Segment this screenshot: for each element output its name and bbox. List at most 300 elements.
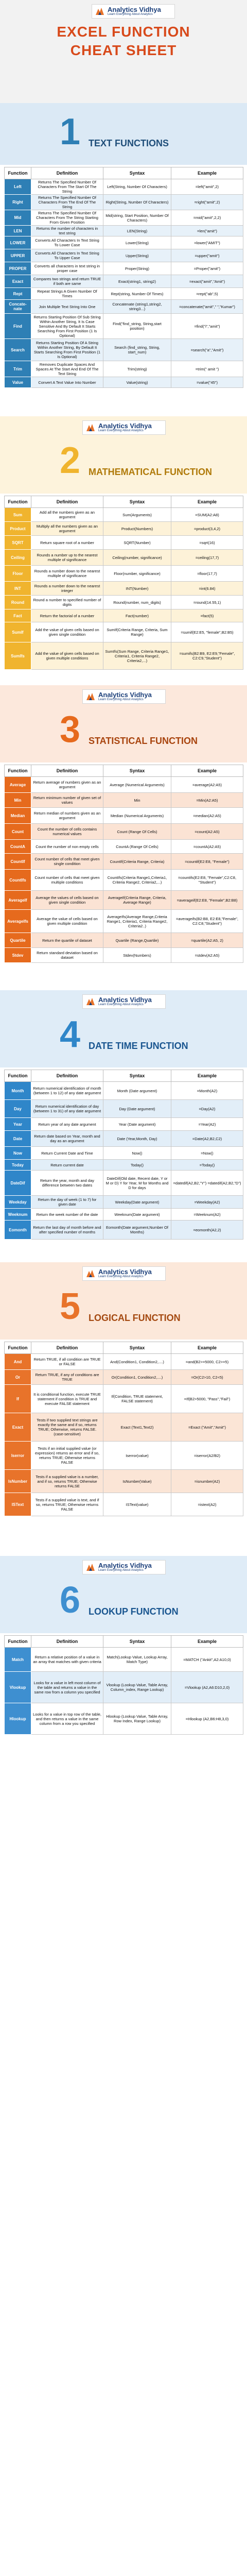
function-name-cell: Today [5, 1160, 31, 1171]
table-row [5, 1221, 243, 1240]
analytics-vidhya-logo-icon [86, 1563, 95, 1572]
example-cell: =average(A2:A5) [171, 777, 243, 793]
definition-cell: Return square root of a number [31, 536, 103, 550]
table-header-row [5, 167, 243, 179]
section-header [0, 990, 247, 1067]
example-cell: =exact("amit","Amit") [171, 275, 243, 288]
definition-cell: Returns the number of characters in text string [31, 226, 103, 236]
page-header [0, 0, 247, 103]
column-header-syntax: Syntax [103, 1070, 171, 1082]
syntax-cell: ISText(value) [103, 1493, 171, 1516]
example-cell: =SUM(A2:A8) [171, 508, 243, 522]
syntax-cell: Average (Numerical Arguments) [103, 777, 171, 793]
syntax-cell: Proper(String) [103, 262, 171, 275]
page-title-line2: CHEAT SHEET [70, 42, 177, 58]
section-header [0, 103, 247, 165]
table-row [5, 870, 243, 891]
function-name-cell: Quartile [5, 933, 31, 948]
function-name-cell: Now [5, 1147, 31, 1160]
section-title: DATE TIME FUNCTION [89, 1041, 188, 1051]
function-name-cell: Median [5, 808, 31, 824]
table-row [5, 1209, 243, 1221]
function-name-cell: PROPER [5, 262, 31, 275]
syntax-cell: DateDif(Old date, Recent date, Y or M or D) Y for Year, M for Months and D for days [103, 1171, 171, 1196]
logo-tagline: Learn Everything About Analytics [98, 1275, 144, 1278]
table-row [5, 1171, 243, 1196]
table-row [5, 824, 243, 840]
example-cell: =eomonth(A2,2) [171, 1221, 243, 1240]
example-cell: =datedif(A2,B2,"Y") =datedif(A2,B2,"D") [171, 1171, 243, 1196]
example-cell: =isnumber(A2) [171, 1470, 243, 1493]
definition-cell: Add the value of given cells based on given multiple conditions [31, 642, 103, 670]
table-row [5, 1413, 243, 1442]
definition-cell: Tests if a supplied value is a number, and if so, returns TRUE; Otherwise returns FALSE [31, 1470, 103, 1493]
function-name-cell: Vlookup [5, 1672, 31, 1703]
syntax-cell: Median (Numerical Arguments) [103, 808, 171, 824]
syntax-cell: Upper(String) [103, 249, 171, 262]
definition-cell: Return median of numbers given as an argument [31, 808, 103, 824]
function-name-cell: IsNumber [5, 1470, 31, 1493]
column-header-definition: Definition [31, 496, 103, 508]
definition-cell: Return the last day of month before and after specified number of months [31, 1221, 103, 1240]
table-row [5, 566, 243, 582]
section-number: 6 [59, 1580, 81, 1621]
table-row [5, 288, 243, 300]
table-row [5, 777, 243, 793]
function-name-cell: Find [5, 314, 31, 339]
function-name-cell: Rept [5, 288, 31, 300]
table-row [5, 596, 243, 609]
example-cell: =Year(A2) [171, 1118, 243, 1131]
column-header-syntax: Syntax [103, 1342, 171, 1354]
definition-cell: Return the factorial of a number [31, 609, 103, 622]
table-row [5, 808, 243, 824]
syntax-cell: Round(number, num_digits) [103, 596, 171, 609]
function-name-cell: Eomonth [5, 1221, 31, 1240]
example-cell: =MATCH ("Ankit",A2:A10,0) [171, 1648, 243, 1672]
definition-cell: Repeat Strings A Given Number Of Times [31, 288, 103, 300]
section-logo [82, 689, 166, 704]
table-row [5, 536, 243, 550]
function-name-cell: Product [5, 522, 31, 536]
example-cell: =sqrt(16) [171, 536, 243, 550]
function-name-cell: Match [5, 1648, 31, 1672]
definition-cell: Add all the numbers given as an argument [31, 508, 103, 522]
syntax-cell: LEN(String) [103, 226, 171, 236]
function-name-cell: Day [5, 1100, 31, 1118]
function-name-cell: INT [5, 582, 31, 596]
example-cell: =trim(" amit ") [171, 361, 243, 377]
function-table [4, 167, 243, 388]
section-logo [82, 994, 166, 1009]
function-name-cell: Right [5, 195, 31, 210]
function-name-cell: SumIfs [5, 642, 31, 670]
column-header-definition: Definition [31, 1070, 103, 1082]
definition-cell: Return TRUE, if any of conditions are TRUE [31, 1370, 103, 1385]
logo-tagline: Learn Everything About Analytics [98, 1569, 144, 1572]
syntax-cell: Mid(string, Start Position, Number Of Characters) [103, 210, 171, 226]
table-row [5, 210, 243, 226]
table-row [5, 854, 243, 870]
function-name-cell: DateDif [5, 1171, 31, 1196]
function-name-cell: Average [5, 777, 31, 793]
example-cell: =Min(A2:A5) [171, 793, 243, 808]
definition-cell: Rounds a number down to the nearest multiple of significance [31, 566, 103, 582]
column-header-syntax: Syntax [103, 765, 171, 777]
table-row [5, 226, 243, 236]
example-cell: =If(B2>5000, "Pass","Fail") [171, 1385, 243, 1413]
syntax-cell: Stdev(Numbers) [103, 948, 171, 963]
function-name-cell: LEN [5, 226, 31, 236]
logo-name: Analytics Vidhya [98, 422, 152, 430]
table-row [5, 1100, 243, 1118]
definition-cell: Returns The Specified Number Of Characters From The End Of The String [31, 195, 103, 210]
table-row [5, 275, 243, 288]
definition-cell: Returns The Specified Number Of Characters From The String Starting From Given Position [31, 210, 103, 226]
definition-cell: Return date based on Year, month and day as an argument [31, 1131, 103, 1147]
column-header-function: Function [5, 496, 31, 508]
function-name-cell: Search [5, 339, 31, 361]
table-row [5, 236, 243, 249]
column-header-function: Function [5, 765, 31, 777]
example-cell: =right("amit",2) [171, 195, 243, 210]
syntax-cell: Search (find_string, String, start_num) [103, 339, 171, 361]
definition-cell: It is conditional function, execute TRUE statement if condition is TRUE and execute FALSE statement [31, 1385, 103, 1413]
table-row [5, 793, 243, 808]
example-cell: =sumifs(B2:B9, E2:E9,"Female", C2:C9,"Student") [171, 642, 243, 670]
section-number: 2 [59, 440, 81, 481]
example-cell: =Hlookup (A2,B6:H8,3,0) [171, 1703, 243, 1735]
function-name-cell: Value [5, 377, 31, 388]
example-cell: =mid("amit",2,2) [171, 210, 243, 226]
function-name-cell: Fact [5, 609, 31, 622]
example-cell: =lower("AMIT") [171, 236, 243, 249]
example-cell: =stdev(A2:A5) [171, 948, 243, 963]
definition-cell: Return standard deviation based on dataset [31, 948, 103, 963]
definition-cell: Return the week number of the date [31, 1209, 103, 1221]
example-cell: =product(3,4,2) [171, 522, 243, 536]
definition-cell: Return minimum number of given set of values [31, 793, 103, 808]
table-row [5, 361, 243, 377]
syntax-cell: Weekday(Date argument) [103, 1196, 171, 1209]
syntax-cell: Fact(number) [103, 609, 171, 622]
column-header-definition: Definition [31, 1636, 103, 1648]
definition-cell: Looks for a value in left most column of the table and returns a value in the same row from a column you specified [31, 1672, 103, 1703]
definition-cell: Tests if two supplied text strings are exactly the same and if so, returns TRUE; Otherwise, returns FALSE. (case-sensitive) [31, 1413, 103, 1442]
syntax-cell: SQRT(Number) [103, 536, 171, 550]
table-row [5, 840, 243, 854]
column-header-function: Function [5, 167, 31, 179]
example-cell: =round(14.55,1) [171, 596, 243, 609]
syntax-cell: CountIfs(Criteria Range1,Criteria1, Criteria Range2, Criteria2,...) [103, 870, 171, 891]
table-row [5, 891, 243, 910]
definition-cell: Average the value of cells based on given multiple condition [31, 910, 103, 933]
example-cell: =find("i","amit") [171, 314, 243, 339]
logo-name: Analytics Vidhya [98, 1268, 152, 1276]
syntax-cell: Ceiling(number, significance) [103, 550, 171, 566]
syntax-cell: Left(String, Number Of Characters) [103, 179, 171, 195]
section-number: 3 [59, 709, 81, 750]
example-cell: =ceiling(17,7) [171, 550, 243, 566]
example-cell: =averageif(E2:E8, "Female",B2:B8) [171, 891, 243, 910]
definition-cell: Return Current Date and Time [31, 1147, 103, 1160]
syntax-cell: Floor(number, significance) [103, 566, 171, 582]
analytics-vidhya-logo-icon [95, 7, 104, 16]
syntax-cell: Match(Lookup Value, Lookup Array, Match Type) [103, 1648, 171, 1672]
table-row [5, 249, 243, 262]
definition-cell: Return the year, month and day difference between two dates [31, 1171, 103, 1196]
example-cell: =quartile(A2:A5, 2) [171, 933, 243, 948]
definition-cell: Count number of cells that meet given multiple conditions [31, 870, 103, 891]
syntax-cell: Vlookup (Lookup Value, Table Array, Column_index, Range Lookup) [103, 1672, 171, 1703]
syntax-cell: Today() [103, 1160, 171, 1171]
section-header [0, 685, 247, 762]
column-header-example: Example [171, 1636, 243, 1648]
column-header-syntax: Syntax [103, 496, 171, 508]
function-table [4, 1342, 243, 1516]
table-row [5, 1354, 243, 1370]
function-name-cell: LOWER [5, 236, 31, 249]
logo-tagline: Learn Everything About Analytics [98, 429, 144, 432]
logo-name: Analytics Vidhya [108, 6, 161, 13]
syntax-cell: Eomonth(Date argument,Number Of Months) [103, 1221, 171, 1240]
column-header-function: Function [5, 1070, 31, 1082]
definition-cell: Returns Starting Position Of A String Within Another String, By Default It Starts Searching From First Position (1 Is Optional) [31, 339, 103, 361]
example-cell: =countA(A2:A5) [171, 840, 243, 854]
syntax-cell: Value(string) [103, 377, 171, 388]
definition-cell: Converts All Characters In Text String To Lower Case [31, 236, 103, 249]
function-name-cell: Hlookup [5, 1703, 31, 1735]
example-cell: =sumif(E2:E5, "female",B2:B5) [171, 622, 243, 642]
table-row [5, 1385, 243, 1413]
function-name-cell: SumIf [5, 622, 31, 642]
definition-cell: Return numerical identification of day (between 1 to 31) of any date argument [31, 1100, 103, 1118]
table-row [5, 300, 243, 314]
column-header-function: Function [5, 1342, 31, 1354]
syntax-cell: SumIf(Criteria Range, Criteria, Sum Range) [103, 622, 171, 642]
table-header-row [5, 1636, 243, 1648]
syntax-cell: Concatenate (string1,string2, string3...) [103, 300, 171, 314]
example-cell: =Or(C2>10, C2<5) [171, 1370, 243, 1385]
example-cell: =countifs(E2:E8, "Female",C2:C8, "Student") [171, 870, 243, 891]
function-name-cell: Weekday [5, 1196, 31, 1209]
logo [92, 4, 175, 19]
table-row [5, 582, 243, 596]
definition-cell: Converts All Characters In Text String To Upper Case [31, 249, 103, 262]
function-name-cell: Trim [5, 361, 31, 377]
definition-cell: Returns Starting Position Of Sub String Within Another String, It Is Case Sensitive And By Default It Starts Searching From First Position (1 Is Optional) [31, 314, 103, 339]
table-row [5, 195, 243, 210]
function-name-cell: Month [5, 1082, 31, 1100]
example-cell: =Now() [171, 1147, 243, 1160]
example-cell: =int(6.84) [171, 582, 243, 596]
function-name-cell: Exact [5, 1413, 31, 1442]
example-cell: =Day(A2) [171, 1100, 243, 1118]
table-row [5, 1118, 243, 1131]
table-row [5, 1442, 243, 1470]
function-name-cell: Weeknum [5, 1209, 31, 1221]
example-cell: =iserror(A2/B2) [171, 1442, 243, 1470]
table-row [5, 314, 243, 339]
table-row [5, 609, 243, 622]
syntax-cell: Or(Condition1, Condition2,....) [103, 1370, 171, 1385]
function-name-cell: AverageIfs [5, 910, 31, 933]
function-name-cell: Mid [5, 210, 31, 226]
syntax-cell: Rept(string, Number Of Times) [103, 288, 171, 300]
example-cell: =countif(E2:E8, "Female") [171, 854, 243, 870]
syntax-cell: Weeknum(Date argument) [103, 1209, 171, 1221]
syntax-cell: If(Condition, TRUE statement, FALSE statement) [103, 1385, 171, 1413]
logo-tagline: Learn Everything About Analytics [98, 1003, 144, 1006]
section-header [0, 1556, 247, 1633]
example-cell: =median(A2:A5) [171, 808, 243, 824]
table-row [5, 339, 243, 361]
example-cell: =istext(A2) [171, 1493, 243, 1516]
section-title: LOOKUP FUNCTION [89, 1606, 179, 1617]
table-header-row [5, 765, 243, 777]
table-header-row [5, 1070, 243, 1082]
column-header-example: Example [171, 496, 243, 508]
example-cell: =Today() [171, 1160, 243, 1171]
table-row [5, 1160, 243, 1171]
section-title: LOGICAL FUNCTION [89, 1313, 181, 1323]
definition-cell: Count the number of cells contains numerical values [31, 824, 103, 840]
section-logo [82, 420, 166, 435]
syntax-cell: Day (Date argument) [103, 1100, 171, 1118]
table-row [5, 910, 243, 933]
definition-cell: Join Multiple Text String Into One [31, 300, 103, 314]
function-name-cell: SQRT [5, 536, 31, 550]
example-cell: =Weeknum(A2) [171, 1209, 243, 1221]
logo-tagline: Learn Everything About Analytics [108, 13, 153, 16]
definition-cell: Count the number of non empty cells [31, 840, 103, 854]
syntax-cell: Exact (Text1,Text2) [103, 1413, 171, 1442]
function-name-cell: Concate-nate [5, 300, 31, 314]
function-name-cell: CountIfs [5, 870, 31, 891]
table-row [5, 642, 243, 670]
example-cell: =averageifs(B2:B8, E2:E8,"Female", C2:C8,"Student") [171, 910, 243, 933]
definition-cell: Return year of any date argument [31, 1118, 103, 1131]
section-header [0, 1262, 247, 1340]
function-table [4, 496, 243, 670]
section-title: MATHEMATICAL FUNCTION [89, 467, 212, 477]
definition-cell: Removes Duplicate Spaces And Spaces At The Start And End Of The Text String [31, 361, 103, 377]
table-row [5, 179, 243, 195]
section-title: TEXT FUNCTIONS [89, 138, 169, 148]
section-number: 1 [59, 111, 81, 152]
syntax-cell: Find("find_string, String,start position) [103, 314, 171, 339]
example-cell: =floor(17,7) [171, 566, 243, 582]
analytics-vidhya-logo-icon [86, 1269, 95, 1278]
column-header-definition: Definition [31, 1342, 103, 1354]
definition-cell: Returns The Specified Number Of Characters From The Start Of The String [31, 179, 103, 195]
table-row [5, 1131, 243, 1147]
definition-cell: Converts all characters in text string in proper case [31, 262, 103, 275]
syntax-cell: INT(Number) [103, 582, 171, 596]
column-header-example: Example [171, 167, 243, 179]
example-cell: =Month(A2) [171, 1082, 243, 1100]
syntax-cell: Month (Date argument) [103, 1082, 171, 1100]
definition-cell: Compares two strings and return TRUE if both are same [31, 275, 103, 288]
syntax-cell: IsNumber(Value) [103, 1470, 171, 1493]
function-name-cell: Left [5, 179, 31, 195]
function-name-cell: If [5, 1385, 31, 1413]
definition-cell: Return the day of week (1 to 7) for given date [31, 1196, 103, 1209]
function-name-cell: Date [5, 1131, 31, 1147]
section-logo [82, 1560, 166, 1574]
definition-cell: Return numerical identification of month (between 1 to 12) of any date argument [31, 1082, 103, 1100]
column-header-example: Example [171, 1070, 243, 1082]
example-cell: =fact(5) [171, 609, 243, 622]
table-row [5, 1082, 243, 1100]
column-header-definition: Definition [31, 167, 103, 179]
function-name-cell: Sum [5, 508, 31, 522]
syntax-cell: Hlookup (Lookup Value, Table Array, Row Index, Range Lookup) [103, 1703, 171, 1735]
syntax-cell: AverageIf(Criteria Range, Criteria, Average Range) [103, 891, 171, 910]
table-row [5, 1196, 243, 1209]
example-cell: =value("45") [171, 377, 243, 388]
section-number: 5 [59, 1286, 81, 1327]
logo-name: Analytics Vidhya [98, 1562, 152, 1569]
table-row [5, 550, 243, 566]
definition-cell: Average the values of cells based on given single condition [31, 891, 103, 910]
section-logo [82, 1266, 166, 1281]
example-cell: =Weekday(A2) [171, 1196, 243, 1209]
column-header-definition: Definition [31, 765, 103, 777]
example-cell: =Proper("amit") [171, 262, 243, 275]
function-name-cell: Count [5, 824, 31, 840]
function-name-cell: Exact [5, 275, 31, 288]
example-cell: =concatenate("amit"," ","Kumar") [171, 300, 243, 314]
example-cell: =upper("amit") [171, 249, 243, 262]
definition-cell: Tests if an initial supplied value (or expression) returns an error and if so, returns TRUE; Otherwise returns FALSE [31, 1442, 103, 1470]
definition-cell: Multiply all the numbers given as an argument [31, 522, 103, 536]
section-number: 4 [59, 1014, 81, 1055]
definition-cell: Return current date [31, 1160, 103, 1171]
logo-tagline: Learn Everything About Analytics [98, 698, 144, 701]
syntax-cell: SumIfs(Sum Range, Criteria Range1, Criteria1, Criteria Range2, Criteria2,...) [103, 642, 171, 670]
syntax-cell: Exact(string1, string2) [103, 275, 171, 288]
section-title: STATISTICAL FUNCTION [89, 736, 198, 746]
definition-cell: Return a relative position of a value in an array that matches with given criteria [31, 1648, 103, 1672]
syntax-cell: Lower(String) [103, 236, 171, 249]
syntax-cell: Now() [103, 1147, 171, 1160]
function-name-cell: And [5, 1354, 31, 1370]
function-name-cell: CountIf [5, 854, 31, 870]
section-header [0, 416, 247, 494]
definition-cell: Round a number to specified number of digits [31, 596, 103, 609]
syntax-cell: Year (Date argument) [103, 1118, 171, 1131]
column-header-function: Function [5, 1636, 31, 1648]
syntax-cell: And(Condition1, Condition2,....) [103, 1354, 171, 1370]
table-row [5, 1370, 243, 1385]
syntax-cell: Min [103, 793, 171, 808]
column-header-example: Example [171, 765, 243, 777]
analytics-vidhya-logo-icon [86, 692, 95, 701]
function-name-cell: Year [5, 1118, 31, 1131]
table-row [5, 377, 243, 388]
definition-cell: Tests if a supplied value is text, and if so, returns TRUE; Otherwise returns FALSE [31, 1493, 103, 1516]
definition-cell: Return TRUE, if all condition are TRUE or FALSE [31, 1354, 103, 1370]
syntax-cell: Sum(Arguments) [103, 508, 171, 522]
function-name-cell: CountA [5, 840, 31, 854]
function-name-cell: ISText [5, 1493, 31, 1516]
logo-name: Analytics Vidhya [98, 691, 152, 699]
table-row [5, 622, 243, 642]
table-row [5, 1493, 243, 1516]
column-header-example: Example [171, 1342, 243, 1354]
syntax-cell: Iserror(value) [103, 1442, 171, 1470]
